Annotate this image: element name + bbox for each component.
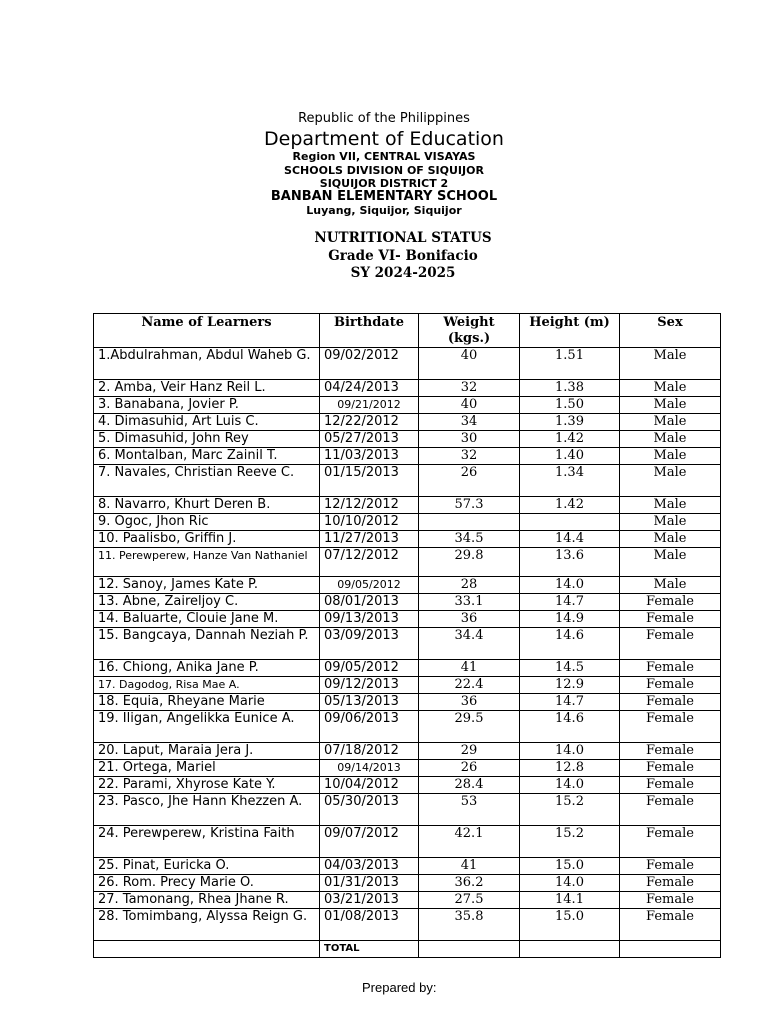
learner-name: 1.Abdulrahman, Abdul Waheb G.: [94, 348, 320, 380]
learner-birthdate: 05/13/2013: [320, 694, 419, 711]
total-row: [94, 941, 721, 958]
table-row: [94, 909, 721, 941]
learner-birthdate: 09/12/2013: [320, 677, 419, 694]
total-height-cell: [520, 941, 620, 958]
learner-sex: Female: [620, 594, 721, 611]
learner-name: 9. Ogoc, Jhon Ric: [94, 514, 320, 531]
learner-birthdate: 10/04/2012: [320, 777, 419, 794]
learner-name: 18. Equia, Rheyane Marie: [94, 694, 320, 711]
learner-name: 15. Bangcaya, Dannah Neziah P.: [94, 628, 320, 660]
learner-sex: Female: [620, 909, 721, 941]
grade-section: Grade VI- Bonifacio: [328, 247, 478, 264]
header-height: Height (m): [520, 314, 620, 348]
learner-name: 17. Dagodog, Risa Mae A.: [94, 677, 320, 694]
table-row: [94, 448, 721, 465]
total-empty-cell: [94, 941, 320, 958]
learner-weight: 42.1: [419, 826, 520, 858]
table-row: [94, 548, 721, 577]
learner-birthdate: 09/21/2012: [320, 397, 419, 414]
region-line: Region VII, CENTRAL VISAYAS: [292, 150, 476, 163]
table-row: [94, 348, 721, 380]
prepared-by-label: Prepared by:: [362, 980, 437, 995]
learner-name: 13. Abne, Zaireljoy C.: [94, 594, 320, 611]
learner-name: 19. Iligan, Angelikka Eunice A.: [94, 711, 320, 743]
learner-name: 23. Pasco, Jhe Hann Khezzen A.: [94, 794, 320, 826]
learner-weight: 26: [419, 760, 520, 777]
learner-weight: 34: [419, 414, 520, 431]
learner-weight: 34.5: [419, 531, 520, 548]
learner-sex: Male: [620, 414, 721, 431]
learner-height: 14.6: [520, 711, 620, 743]
learner-birthdate: 05/27/2013: [320, 431, 419, 448]
learner-birthdate: 04/24/2013: [320, 380, 419, 397]
learner-name: 2. Amba, Veir Hanz Reil L.: [94, 380, 320, 397]
learner-name: 11. Perewperew, Hanze Van Nathaniel: [94, 548, 320, 577]
learner-sex: Female: [620, 777, 721, 794]
table-row: [94, 628, 721, 660]
learner-height: 1.50: [520, 397, 620, 414]
header-weight: Weight (kgs.): [419, 314, 520, 348]
table-row: [94, 677, 721, 694]
learner-height: 14.0: [520, 875, 620, 892]
school-name: BANBAN ELEMENTARY SCHOOL: [270, 189, 498, 204]
learner-weight: 29.8: [419, 548, 520, 577]
learner-height: 12.9: [520, 677, 620, 694]
learner-height: 14.7: [520, 694, 620, 711]
learner-name: 24. Perewperew, Kristina Faith: [94, 826, 320, 858]
learner-height: 14.9: [520, 611, 620, 628]
table-row: [94, 858, 721, 875]
learner-birthdate: 09/05/2012: [320, 577, 419, 594]
table-row: [94, 760, 721, 777]
total-weight-cell: [419, 941, 520, 958]
learner-sex: Female: [620, 611, 721, 628]
learner-sex: Male: [620, 431, 721, 448]
learner-sex: Female: [620, 858, 721, 875]
total-sex-cell: [620, 941, 721, 958]
learner-sex: Female: [620, 677, 721, 694]
learner-birthdate: 01/31/2013: [320, 875, 419, 892]
table-row: [94, 531, 721, 548]
learner-height: 1.38: [520, 380, 620, 397]
nutritional-status-table: [93, 313, 721, 958]
learner-weight: 30: [419, 431, 520, 448]
learner-sex: Female: [620, 628, 721, 660]
learner-birthdate: 03/21/2013: [320, 892, 419, 909]
learner-sex: Male: [620, 514, 721, 531]
learner-height: [520, 514, 620, 531]
learner-name: 20. Laput, Maraia Jera J.: [94, 743, 320, 760]
learner-height: 15.0: [520, 909, 620, 941]
learner-height: 14.0: [520, 777, 620, 794]
learner-height: 1.51: [520, 348, 620, 380]
school-year: SY 2024-2025: [350, 265, 456, 281]
table-row: [94, 826, 721, 858]
learner-name: 3. Banabana, Jovier P.: [94, 397, 320, 414]
table-row: [94, 777, 721, 794]
learner-height: 1.34: [520, 465, 620, 497]
school-address: Luyang, Siquijor, Siquijor: [306, 204, 462, 217]
table-row: [94, 892, 721, 909]
learner-weight: 32: [419, 380, 520, 397]
table-row: [94, 660, 721, 677]
learner-sex: Male: [620, 397, 721, 414]
table-row: [94, 465, 721, 497]
report-title: NUTRITIONAL STATUS: [314, 230, 492, 246]
learner-weight: 33.1: [419, 594, 520, 611]
learner-weight: 40: [419, 397, 520, 414]
learner-birthdate: 09/14/2013: [320, 760, 419, 777]
learner-height: 1.42: [520, 431, 620, 448]
table-row: [94, 743, 721, 760]
learner-height: 14.4: [520, 531, 620, 548]
learner-birthdate: 01/15/2013: [320, 465, 419, 497]
learner-name: 25. Pinat, Euricka O.: [94, 858, 320, 875]
learner-birthdate: 12/22/2012: [320, 414, 419, 431]
header-name: Name of Learners: [94, 314, 320, 348]
learner-weight: 35.8: [419, 909, 520, 941]
learner-height: 13.6: [520, 548, 620, 577]
learner-birthdate: 03/09/2013: [320, 628, 419, 660]
learner-weight: 29.5: [419, 711, 520, 743]
table-row: [94, 514, 721, 531]
learner-birthdate: 10/10/2012: [320, 514, 419, 531]
learner-weight: 57.3: [419, 497, 520, 514]
learner-sex: Female: [620, 826, 721, 858]
table-row: [94, 380, 721, 397]
learner-weight: 28: [419, 577, 520, 594]
learner-weight: 41: [419, 858, 520, 875]
table-row: [94, 794, 721, 826]
learner-birthdate: 09/05/2012: [320, 660, 419, 677]
learner-sex: Female: [620, 694, 721, 711]
learner-name: 14. Baluarte, Clouie Jane M.: [94, 611, 320, 628]
table-row: [94, 611, 721, 628]
learner-height: 15.2: [520, 826, 620, 858]
learner-weight: 29: [419, 743, 520, 760]
learner-birthdate: 08/01/2013: [320, 594, 419, 611]
learner-birthdate: 04/03/2013: [320, 858, 419, 875]
learner-sex: Female: [620, 794, 721, 826]
learner-birthdate: 09/07/2012: [320, 826, 419, 858]
learner-height: 1.39: [520, 414, 620, 431]
table-row: [94, 875, 721, 892]
learner-name: 26. Rom. Precy Marie O.: [94, 875, 320, 892]
learner-weight: 36: [419, 694, 520, 711]
table-row: [94, 497, 721, 514]
learner-birthdate: 11/03/2013: [320, 448, 419, 465]
learner-weight: 32: [419, 448, 520, 465]
table-row: [94, 431, 721, 448]
learner-height: 15.0: [520, 858, 620, 875]
total-label: TOTAL: [320, 941, 419, 958]
learner-weight: 34.4: [419, 628, 520, 660]
learner-weight: [419, 514, 520, 531]
learner-name: 28. Tomimbang, Alyssa Reign G.: [94, 909, 320, 941]
learner-name: 7. Navales, Christian Reeve C.: [94, 465, 320, 497]
header-sex: Sex: [620, 314, 721, 348]
learner-sex: Male: [620, 348, 721, 380]
table-row: [94, 397, 721, 414]
table-row: [94, 414, 721, 431]
division-line: SCHOOLS DIVISION OF SIQUIJOR: [284, 163, 484, 177]
learner-name: 4. Dimasuhid, Art Luis C.: [94, 414, 320, 431]
learner-sex: Male: [620, 448, 721, 465]
learner-sex: Female: [620, 660, 721, 677]
learner-height: 14.7: [520, 594, 620, 611]
learner-height: 12.8: [520, 760, 620, 777]
learner-name: 8. Navarro, Khurt Deren B.: [94, 497, 320, 514]
learner-name: 10. Paalisbo, Griffin J.: [94, 531, 320, 548]
learner-sex: Female: [620, 743, 721, 760]
table-row: [94, 594, 721, 611]
learner-sex: Female: [620, 875, 721, 892]
learner-weight: 53: [419, 794, 520, 826]
learner-birthdate: 09/13/2013: [320, 611, 419, 628]
learner-sex: Male: [620, 497, 721, 514]
learner-weight: 27.5: [419, 892, 520, 909]
learner-birthdate: 09/06/2013: [320, 711, 419, 743]
learner-sex: Male: [620, 465, 721, 497]
table-row: [94, 577, 721, 594]
table-row: [94, 711, 721, 743]
learner-name: 12. Sanoy, James Kate P.: [94, 577, 320, 594]
learner-name: 16. Chiong, Anika Jane P.: [94, 660, 320, 677]
learner-height: 14.0: [520, 743, 620, 760]
table-row: [94, 694, 721, 711]
learner-weight: 36.2: [419, 875, 520, 892]
learner-birthdate: 11/27/2013: [320, 531, 419, 548]
learner-height: 15.2: [520, 794, 620, 826]
learner-weight: 22.4: [419, 677, 520, 694]
learner-height: 1.42: [520, 497, 620, 514]
learner-birthdate: 07/18/2012: [320, 743, 419, 760]
learner-birthdate: 09/02/2012: [320, 348, 419, 380]
republic-line: Republic of the Philippines: [298, 111, 470, 126]
learner-sex: Male: [620, 380, 721, 397]
learner-height: 14.0: [520, 577, 620, 594]
learner-birthdate: 07/12/2012: [320, 548, 419, 577]
learner-birthdate: 01/08/2013: [320, 909, 419, 941]
table-header-row: [94, 314, 721, 348]
learner-sex: Female: [620, 760, 721, 777]
learner-sex: Female: [620, 892, 721, 909]
learner-weight: 36: [419, 611, 520, 628]
learner-height: 1.40: [520, 448, 620, 465]
learner-name: 27. Tamonang, Rhea Jhane R.: [94, 892, 320, 909]
learner-sex: Male: [620, 548, 721, 577]
learner-name: 22. Parami, Xhyrose Kate Y.: [94, 777, 320, 794]
learner-birthdate: 05/30/2013: [320, 794, 419, 826]
learner-name: 5. Dimasuhid, John Rey: [94, 431, 320, 448]
header-birthdate: Birthdate: [320, 314, 419, 348]
learner-sex: Male: [620, 531, 721, 548]
report-title-block: [0, 230, 768, 283]
learner-name: 6. Montalban, Marc Zainil T.: [94, 448, 320, 465]
region-block: [0, 150, 768, 191]
district-line: SIQUIJOR DISTRICT 2: [319, 177, 449, 190]
learner-weight: 40: [419, 348, 520, 380]
learner-sex: Female: [620, 711, 721, 743]
learner-sex: Male: [620, 577, 721, 594]
learner-height: 14.5: [520, 660, 620, 677]
learner-weight: 41: [419, 660, 520, 677]
learner-height: 14.1: [520, 892, 620, 909]
department-title: Department of Education: [264, 128, 504, 150]
learner-weight: 28.4: [419, 777, 520, 794]
learner-birthdate: 12/12/2012: [320, 497, 419, 514]
learner-height: 14.6: [520, 628, 620, 660]
learner-weight: 26: [419, 465, 520, 497]
learner-name: 21. Ortega, Mariel: [94, 760, 320, 777]
